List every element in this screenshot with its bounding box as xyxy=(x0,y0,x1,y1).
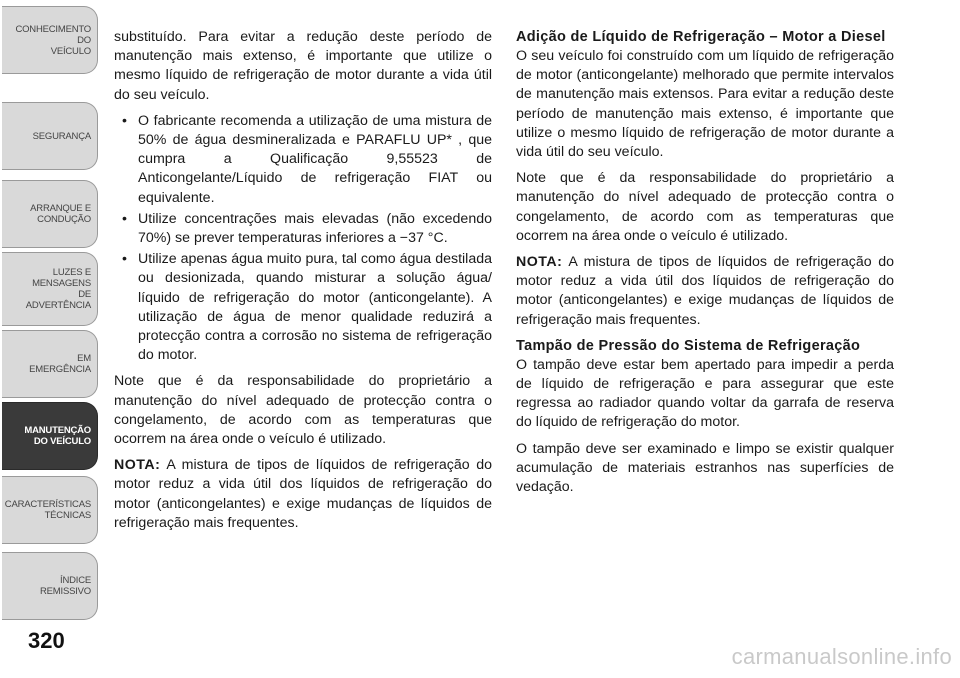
section-heading: Tampão de Pressão do Sistema de Refrigeração xyxy=(516,337,861,354)
note-text: A mistura de tipos de líquidos de refrigeração do motor reduz a vida útil dos líquidos de refrigeração do motor (anticongelantes) e exige mudanças de líquidos de refrigeração mais frequentes. xyxy=(516,254,894,328)
tab-arranque-e-conducao[interactable] xyxy=(2,180,98,248)
tab-seguranca[interactable] xyxy=(2,102,98,170)
tab-label: CARACTERÍSTICAS TÉCNICAS xyxy=(4,499,91,521)
tab-label: EM EMERGÊNCIA xyxy=(29,353,91,375)
paragraph: O tampão deve estar bem apertado para impedir a perda de líquido de refrigeração e para assegurar que este regressa ao radiador quando voltar da garrafa de reserva do líquido de refrigeração do motor. xyxy=(516,356,894,431)
responsibility-paragraph: Note que é da responsabilidade do proprietário a manutenção do nível adequado de protecção contra o congelamento, de acordo com as temperaturas que ocorrem na área onde o veículo é utilizado. xyxy=(114,373,492,448)
note-text: A mistura de tipos de líquidos de refrigeração do motor reduz a vida útil dos líquidos de refrigeração do motor (anticongelantes) e exige mudanças de líquidos de refrigeração mais frequentes. xyxy=(114,457,492,531)
tab-label: ARRANQUE E CONDUÇÃO xyxy=(30,203,91,225)
tab-conhecimento-do-veiculo[interactable] xyxy=(2,6,98,74)
tab-label: SEGURANÇA xyxy=(32,130,91,142)
tab-manutencao-do-veiculo[interactable] xyxy=(2,402,98,470)
list-item: • O fabricante recomenda a utilização de uma mistura de 50% de água desmineralizada e PARAFLU UP* , que cumpra a Qualificação 9,55523 de Anticongelante/Líquido de refrigeração FIAT ou equivalente. xyxy=(114,112,492,208)
page-number: 320 xyxy=(28,628,65,653)
tab-label: LUZES E MENSAGENS DE ADVERTÊNCIA xyxy=(25,267,91,311)
paragraph: Note que é da responsabilidade do proprietário a manutenção do nível adequado de protecção contra o congelamento, de acordo com as temperaturas que ocorrem na área onde o veículo é utilizado. xyxy=(516,170,894,244)
note-label: NOTA: xyxy=(516,254,563,271)
intro-paragraph: substituído. Para evitar a redução deste período de manutenção mais extenso, é importante que utilize o mesmo líquido de refrigeração de motor durante a vida útil do seu veículo. xyxy=(114,29,492,103)
right-column xyxy=(516,28,894,504)
chapter-sidebar xyxy=(0,0,100,640)
list-item: • Utilize concentrações mais elevadas (não excedendo 70%) se prever temperaturas inferiores a −37 °C. xyxy=(114,210,492,248)
paragraph: O seu veículo foi construído com um líquido de refrigeração de motor (anticongelante) melhorado que permite intervalos de manutenção mais extensos. Para evitar a redução deste período de manutenção mais extenso, é importante que utilize o mesmo líquido de refrigeração de motor durante a vida útil do seu veículo. xyxy=(516,48,894,161)
tab-label: MANUTENÇÃO DO VEÍCULO xyxy=(24,425,91,447)
tab-indice-remissivo[interactable] xyxy=(2,552,98,620)
left-column xyxy=(114,28,492,540)
watermark: carmanualsonline.info xyxy=(731,644,952,669)
tab-luzes-e-mensagens[interactable] xyxy=(2,252,98,326)
note-paragraph xyxy=(516,253,894,330)
paragraph: O tampão deve ser examinado e limpo se existir qualquer acumulação de materiais estranhos nas superfícies de vedação. xyxy=(516,440,894,496)
section-heading: Adição de Líquido de Refrigeração – Motor a Diesel xyxy=(516,29,886,45)
note-paragraph xyxy=(114,456,492,533)
note-label: NOTA: xyxy=(114,457,161,474)
list-item: • Utilize apenas água muito pura, tal como água destilada ou desionizada, quando misturar a solução água/ líquido de refrigeração do motor (anticongelante). A utilização de água de menor qualidade reduzirá a protecção contra a corrosão no sistema de refrigeração do motor. xyxy=(114,250,492,365)
tab-label: ÍNDICE REMISSIVO xyxy=(40,575,91,597)
tab-em-emergencia[interactable] xyxy=(2,330,98,398)
tab-label: CONHECIMENTO DO VEÍCULO xyxy=(15,23,91,57)
tab-caracteristicas-tecnicas[interactable] xyxy=(2,476,98,544)
bullet-list xyxy=(114,112,492,366)
